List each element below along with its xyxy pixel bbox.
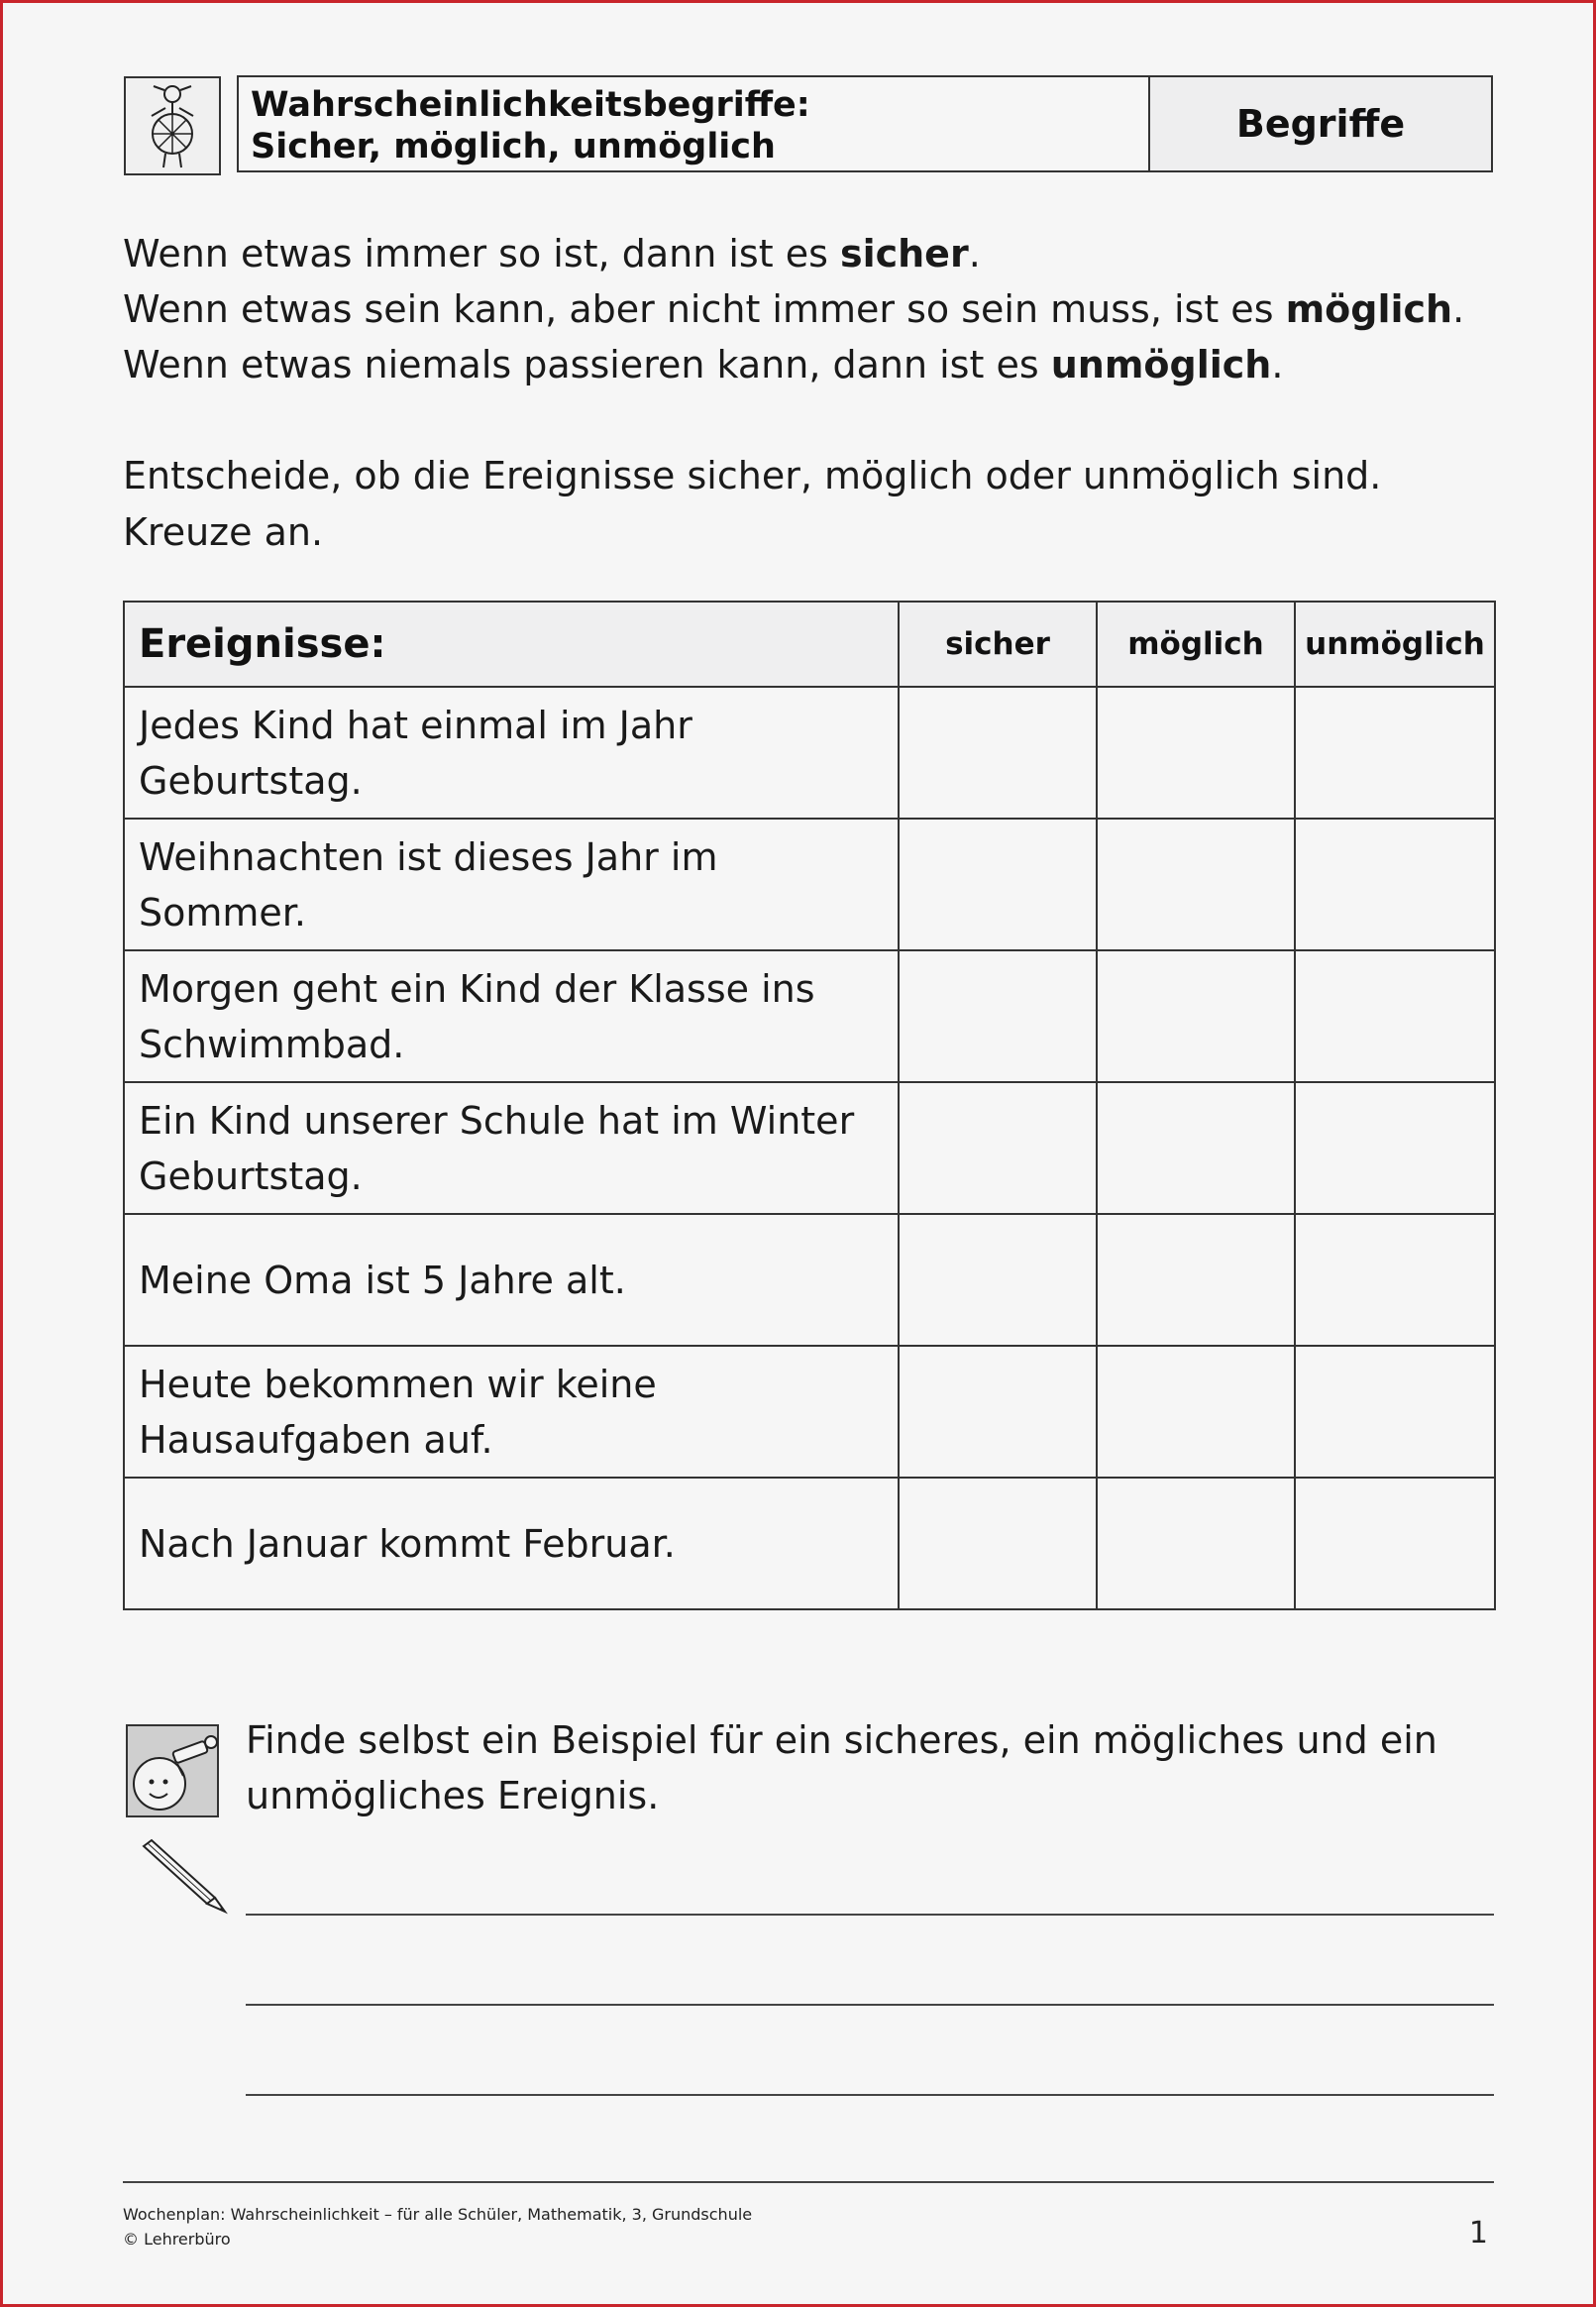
header-moeglich: möglich [1097,602,1295,687]
definition-moeglich: Wenn etwas sein kann, aber nicht immer so sein muss, ist es möglich. [123,287,1465,331]
checkbox-unmoeglich[interactable] [1295,819,1495,950]
checkbox-moeglich[interactable] [1097,1346,1295,1478]
checkbox-sicher[interactable] [899,1478,1097,1609]
checkbox-sicher[interactable] [899,950,1097,1082]
checkbox-unmoeglich[interactable] [1295,1214,1495,1346]
checkbox-moeglich[interactable] [1097,1082,1295,1214]
table-row [124,819,1495,950]
footer-source: Wochenplan: Wahrscheinlichkeit – für alle Schüler, Mathematik, 3, Grundschule [123,2205,753,2224]
table-row [124,1082,1495,1214]
worksheet-title-line1: Wahrscheinlichkeitsbegriffe: [251,85,810,125]
header-ereignisse: Ereignisse: [124,602,899,687]
answer-line[interactable] [246,1914,1494,1916]
definition-sicher: Wenn etwas immer so ist, dann ist es sicher. [123,232,981,275]
table-row [124,1346,1495,1478]
event-text: Ein Kind unserer Schule hat im Winter Geburtstag. [124,1082,899,1214]
events-table [123,601,1496,1610]
worksheet-title-line2: Sicher, möglich, unmöglich [251,127,776,166]
definitions [123,226,1464,392]
event-text: Morgen geht ein Kind der Klasse ins Schwimmbad. [124,950,899,1082]
checkbox-moeglich[interactable] [1097,819,1295,950]
checkbox-moeglich[interactable] [1097,950,1295,1082]
table-row [124,950,1495,1082]
table-header-row [124,602,1495,687]
checkbox-unmoeglich[interactable] [1295,687,1495,819]
checkbox-moeglich[interactable] [1097,1478,1295,1609]
instruction-line1: Entscheide, ob die Ereignisse sicher, möglich oder unmöglich sind. [123,454,1382,497]
girl-figure-icon [124,76,221,175]
checkbox-unmoeglich[interactable] [1295,1478,1495,1609]
checkbox-unmoeglich[interactable] [1295,950,1495,1082]
checkbox-unmoeglich[interactable] [1295,1082,1495,1214]
table-row [124,1214,1495,1346]
worksheet-title-box [237,75,1148,172]
event-text: Heute bekommen wir keine Hausaufgaben auf. [124,1346,899,1478]
child-with-telescope-icon [126,1724,219,1817]
table-row [124,687,1495,819]
checkbox-sicher[interactable] [899,1214,1097,1346]
checkbox-sicher[interactable] [899,1082,1097,1214]
header-unmoeglich: unmöglich [1295,602,1495,687]
pencil-icon [138,1838,229,1918]
answer-line[interactable] [246,2094,1494,2096]
footer-copyright: © Lehrerbüro [123,2230,231,2249]
definition-unmoeglich: Wenn etwas niemals passieren kann, dann ist es unmöglich. [123,343,1284,386]
answer-line[interactable] [246,2004,1494,2006]
instruction-line2: Kreuze an. [123,510,324,554]
worksheet-category: Begriffe [1148,75,1493,172]
checkbox-sicher[interactable] [899,687,1097,819]
event-text: Jedes Kind hat einmal im Jahr Geburtstag. [124,687,899,819]
checkbox-sicher[interactable] [899,819,1097,950]
event-text: Meine Oma ist 5 Jahre alt. [124,1214,899,1346]
checkbox-sicher[interactable] [899,1346,1097,1478]
table-row [124,1478,1495,1609]
task-text: Finde selbst ein Beispiel für ein sicheres, ein mögliches und ein unmögliches Ereignis. [246,1718,1437,1817]
page-number: 1 [1468,2216,1488,2251]
header-sicher: sicher [899,602,1097,687]
checkbox-moeglich[interactable] [1097,1214,1295,1346]
event-text: Nach Januar kommt Februar. [124,1478,899,1609]
footer-divider [123,2181,1494,2183]
event-text: Weihnachten ist dieses Jahr im Sommer. [124,819,899,950]
checkbox-unmoeglich[interactable] [1295,1346,1495,1478]
checkbox-moeglich[interactable] [1097,687,1295,819]
